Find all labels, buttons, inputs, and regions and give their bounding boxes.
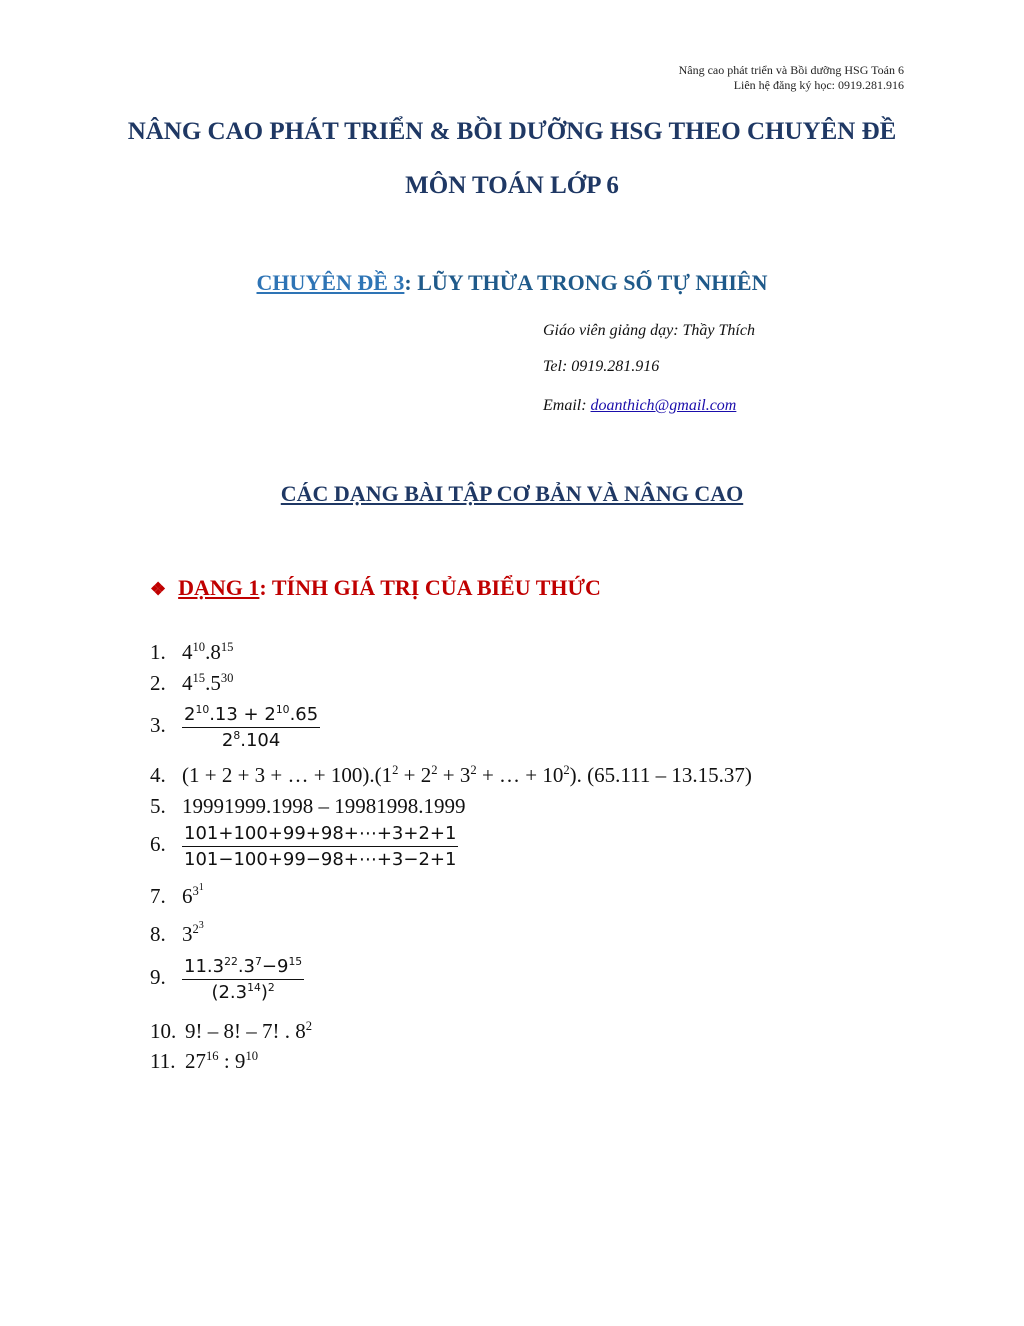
exercise-number: 7.	[150, 884, 166, 908]
main-title: NÂNG CAO PHÁT TRIỂN & BỒI DƯỠNG HSG THEO CHUYÊN ĐỀ	[127, 118, 897, 145]
teacher-tel: Tel: 0919.281.916	[543, 358, 660, 375]
exercise-number: 5.	[150, 794, 166, 818]
dang-1-text: : TÍNH GIÁ TRỊ CỦA BIỂU THỨC	[259, 575, 601, 600]
exercise-7: 7. $6^{3^1}$	[150, 881, 204, 908]
exercise-6	[150, 823, 458, 870]
fraction-denominator: 101−100+99−98+⋯+3−2+1	[184, 849, 457, 870]
subject-title: MÔN TOÁN LỚP 6	[405, 172, 619, 199]
exercise-2: 2. $4^{15}.5^{30}$	[150, 671, 234, 695]
exercise-3	[150, 704, 320, 751]
exercise-number: 3.	[150, 713, 166, 738]
fraction-numerator: 101+100+99+98+⋯+3+2+1	[182, 823, 458, 847]
teacher-email-line	[543, 397, 736, 415]
section-title	[0, 481, 1024, 507]
fraction: $\frac{11.3^{22}.3^7-9^{15}}{(2.3^{14})^2}$	[184, 955, 303, 1003]
dang-1-heading	[150, 575, 601, 601]
exercise-10: 10. 9! – 8! – 7! . $8^2$	[150, 1019, 313, 1043]
fraction: $\frac{2^{10}.13 + 2^{10}.65}{2^8.104}$	[184, 703, 319, 751]
email-label: Email:	[543, 397, 591, 414]
exercise-number: 10.	[150, 1019, 177, 1043]
exercise-number: 8.	[150, 922, 166, 946]
exercise-1: 1. $4^{10}.8^{15}$	[150, 640, 234, 664]
diamond-bullet-icon: ❖	[150, 579, 167, 599]
email-link[interactable]: doanthich@gmail.com	[590, 397, 737, 414]
header-line-2: Liên hệ đăng ký học: 0919.281.916	[733, 78, 904, 92]
dang-1-label: DẠNG 1	[178, 575, 260, 600]
fraction	[182, 823, 458, 870]
exercise-11: 11. $27^{16}$ : $9^{10}$	[150, 1049, 259, 1073]
exercise-number: 4.	[150, 763, 166, 787]
topic-text: : LŨY THỪA TRONG SỐ TỰ NHIÊN	[404, 270, 768, 295]
teacher-name: Giáo viên giảng dạy: Thầy Thích	[543, 322, 755, 339]
exercise-number: 6.	[150, 832, 166, 857]
exercise-8: 8. $3^{2^3}$	[150, 919, 204, 946]
section-title-text: CÁC DẠNG BÀI TẬP CƠ BẢN VÀ NÂNG CAO	[280, 481, 744, 506]
exercise-number: 9.	[150, 965, 166, 990]
exercise-number: 2.	[150, 671, 166, 695]
header-note	[679, 63, 904, 93]
exercise-number: 11.	[150, 1049, 176, 1073]
exercise-5-expr: 19991999.1998 – 19981998.1999	[182, 794, 466, 818]
exercise-number: 1.	[150, 640, 166, 664]
exercise-9	[150, 956, 304, 1003]
topic-label: CHUYÊN ĐỀ 3	[256, 270, 405, 295]
exercise-5	[150, 794, 466, 819]
exercise-4: 4. (1 + 2 + 3 + … + $100).(1^2 + 2^2 + 3^2$ + … + $10^2$). (65.111 – 13.15.37)	[150, 763, 752, 787]
header-line-1: Nâng cao phát triển và Bồi dưỡng HSG Toán 6	[678, 63, 904, 77]
topic-heading	[0, 270, 1024, 296]
